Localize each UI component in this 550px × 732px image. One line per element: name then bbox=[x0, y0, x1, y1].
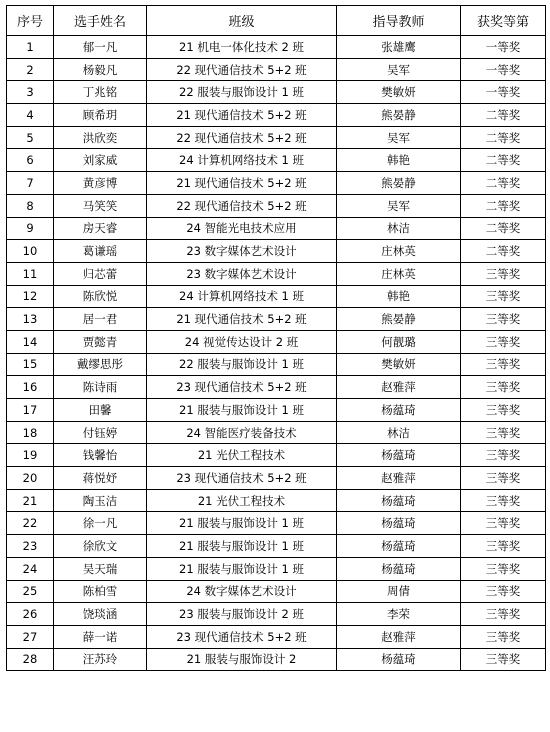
cell-contestant-name: 汪苏玲 bbox=[54, 648, 147, 671]
cell-award-level: 二等奖 bbox=[461, 172, 546, 195]
cell-instructor: 吴军 bbox=[337, 126, 461, 149]
cell-contestant-name: 刘家威 bbox=[54, 149, 147, 172]
cell-class: 24 智能光电技术应用 bbox=[147, 217, 337, 240]
header-class: 班级 bbox=[147, 6, 337, 36]
cell-class: 21 光伏工程技术 bbox=[147, 489, 337, 512]
cell-instructor: 熊晏静 bbox=[337, 308, 461, 331]
cell-serial-number: 27 bbox=[7, 625, 54, 648]
cell-class: 21 现代通信技术 5+2 班 bbox=[147, 172, 337, 195]
cell-instructor: 熊晏静 bbox=[337, 172, 461, 195]
cell-contestant-name: 徐一凡 bbox=[54, 512, 147, 535]
table-row bbox=[7, 194, 546, 217]
table-row bbox=[7, 444, 546, 467]
cell-instructor: 杨蕴琦 bbox=[337, 444, 461, 467]
table-row bbox=[7, 330, 546, 353]
cell-instructor: 韩艳 bbox=[337, 149, 461, 172]
table-row bbox=[7, 421, 546, 444]
cell-award-level: 三等奖 bbox=[461, 512, 546, 535]
table-row bbox=[7, 104, 546, 127]
cell-instructor: 杨蕴琦 bbox=[337, 535, 461, 558]
cell-instructor: 杨蕴琦 bbox=[337, 512, 461, 535]
cell-class: 23 现代通信技术 5+2 班 bbox=[147, 625, 337, 648]
cell-serial-number: 1 bbox=[7, 36, 54, 59]
table-row bbox=[7, 376, 546, 399]
cell-serial-number: 8 bbox=[7, 194, 54, 217]
cell-award-level: 三等奖 bbox=[461, 580, 546, 603]
cell-class: 21 服装与服饰设计 1 班 bbox=[147, 535, 337, 558]
table-row bbox=[7, 36, 546, 59]
cell-award-level: 三等奖 bbox=[461, 625, 546, 648]
header-row bbox=[7, 6, 546, 36]
cell-class: 23 现代通信技术 5+2 班 bbox=[147, 467, 337, 490]
cell-class: 21 现代通信技术 5+2 班 bbox=[147, 104, 337, 127]
cell-award-level: 三等奖 bbox=[461, 262, 546, 285]
cell-class: 23 数字媒体艺术设计 bbox=[147, 240, 337, 263]
cell-serial-number: 12 bbox=[7, 285, 54, 308]
cell-instructor: 吴军 bbox=[337, 58, 461, 81]
cell-class: 22 服装与服饰设计 1 班 bbox=[147, 353, 337, 376]
cell-award-level: 三等奖 bbox=[461, 399, 546, 422]
cell-contestant-name: 贾懿青 bbox=[54, 330, 147, 353]
cell-class: 24 数字媒体艺术设计 bbox=[147, 580, 337, 603]
cell-instructor: 庄林英 bbox=[337, 262, 461, 285]
cell-serial-number: 25 bbox=[7, 580, 54, 603]
cell-class: 21 现代通信技术 5+2 班 bbox=[147, 308, 337, 331]
table-row bbox=[7, 149, 546, 172]
cell-class: 21 服装与服饰设计 1 班 bbox=[147, 399, 337, 422]
cell-award-level: 二等奖 bbox=[461, 126, 546, 149]
cell-class: 21 服装与服饰设计 1 班 bbox=[147, 557, 337, 580]
table-row bbox=[7, 557, 546, 580]
cell-instructor: 樊敏妍 bbox=[337, 81, 461, 104]
cell-award-level: 二等奖 bbox=[461, 217, 546, 240]
cell-serial-number: 20 bbox=[7, 467, 54, 490]
table-row bbox=[7, 467, 546, 490]
cell-award-level: 二等奖 bbox=[461, 149, 546, 172]
table-row bbox=[7, 126, 546, 149]
cell-award-level: 一等奖 bbox=[461, 36, 546, 59]
cell-contestant-name: 钱馨怡 bbox=[54, 444, 147, 467]
header-award-level: 获奖等第 bbox=[461, 6, 546, 36]
cell-contestant-name: 房天睿 bbox=[54, 217, 147, 240]
cell-award-level: 三等奖 bbox=[461, 353, 546, 376]
cell-serial-number: 21 bbox=[7, 489, 54, 512]
cell-award-level: 三等奖 bbox=[461, 308, 546, 331]
cell-class: 22 服装与服饰设计 1 班 bbox=[147, 81, 337, 104]
table-row bbox=[7, 399, 546, 422]
cell-contestant-name: 郁一凡 bbox=[54, 36, 147, 59]
table-row bbox=[7, 535, 546, 558]
table-row bbox=[7, 217, 546, 240]
cell-class: 22 现代通信技术 5+2 班 bbox=[147, 126, 337, 149]
table-row bbox=[7, 172, 546, 195]
cell-instructor: 杨蕴琦 bbox=[337, 557, 461, 580]
table-row bbox=[7, 308, 546, 331]
table-body bbox=[7, 36, 546, 671]
cell-contestant-name: 洪欣奕 bbox=[54, 126, 147, 149]
table-row bbox=[7, 285, 546, 308]
cell-award-level: 二等奖 bbox=[461, 104, 546, 127]
cell-instructor: 吴军 bbox=[337, 194, 461, 217]
cell-instructor: 韩艳 bbox=[337, 285, 461, 308]
table-row bbox=[7, 353, 546, 376]
cell-contestant-name: 田馨 bbox=[54, 399, 147, 422]
cell-contestant-name: 蒋悦妤 bbox=[54, 467, 147, 490]
cell-contestant-name: 吴天瑞 bbox=[54, 557, 147, 580]
cell-instructor: 熊晏静 bbox=[337, 104, 461, 127]
cell-instructor: 杨蕴琦 bbox=[337, 648, 461, 671]
cell-serial-number: 15 bbox=[7, 353, 54, 376]
cell-contestant-name: 薛一诺 bbox=[54, 625, 147, 648]
cell-award-level: 一等奖 bbox=[461, 81, 546, 104]
cell-contestant-name: 徐欣文 bbox=[54, 535, 147, 558]
cell-instructor: 赵雅萍 bbox=[337, 376, 461, 399]
cell-class: 21 光伏工程技术 bbox=[147, 444, 337, 467]
cell-instructor: 周倩 bbox=[337, 580, 461, 603]
cell-instructor: 何靓璐 bbox=[337, 330, 461, 353]
cell-class: 24 视觉传达设计 2 班 bbox=[147, 330, 337, 353]
cell-serial-number: 9 bbox=[7, 217, 54, 240]
cell-contestant-name: 杨毅凡 bbox=[54, 58, 147, 81]
award-list-table bbox=[6, 5, 546, 671]
header-contestant-name: 选手姓名 bbox=[54, 6, 147, 36]
cell-contestant-name: 付钰婷 bbox=[54, 421, 147, 444]
table-row bbox=[7, 512, 546, 535]
cell-instructor: 赵雅萍 bbox=[337, 467, 461, 490]
cell-serial-number: 24 bbox=[7, 557, 54, 580]
cell-contestant-name: 黄彦博 bbox=[54, 172, 147, 195]
cell-contestant-name: 丁兆铭 bbox=[54, 81, 147, 104]
cell-class: 23 现代通信技术 5+2 班 bbox=[147, 376, 337, 399]
cell-serial-number: 18 bbox=[7, 421, 54, 444]
cell-contestant-name: 顾希玥 bbox=[54, 104, 147, 127]
cell-instructor: 樊敏妍 bbox=[337, 353, 461, 376]
cell-serial-number: 3 bbox=[7, 81, 54, 104]
table-row bbox=[7, 603, 546, 626]
cell-award-level: 三等奖 bbox=[461, 489, 546, 512]
cell-serial-number: 23 bbox=[7, 535, 54, 558]
cell-award-level: 三等奖 bbox=[461, 535, 546, 558]
cell-award-level: 三等奖 bbox=[461, 467, 546, 490]
table-row bbox=[7, 648, 546, 671]
cell-instructor: 杨蕴琦 bbox=[337, 399, 461, 422]
table-row bbox=[7, 489, 546, 512]
cell-serial-number: 6 bbox=[7, 149, 54, 172]
cell-serial-number: 7 bbox=[7, 172, 54, 195]
cell-award-level: 三等奖 bbox=[461, 376, 546, 399]
cell-contestant-name: 饶琰涵 bbox=[54, 603, 147, 626]
cell-award-level: 三等奖 bbox=[461, 285, 546, 308]
cell-contestant-name: 陈欣悦 bbox=[54, 285, 147, 308]
cell-serial-number: 16 bbox=[7, 376, 54, 399]
cell-instructor: 李荣 bbox=[337, 603, 461, 626]
cell-class: 24 计算机网络技术 1 班 bbox=[147, 149, 337, 172]
cell-class: 21 服装与服饰设计 1 班 bbox=[147, 512, 337, 535]
cell-award-level: 三等奖 bbox=[461, 557, 546, 580]
cell-serial-number: 13 bbox=[7, 308, 54, 331]
cell-serial-number: 5 bbox=[7, 126, 54, 149]
cell-class: 24 智能医疗装备技术 bbox=[147, 421, 337, 444]
cell-award-level: 三等奖 bbox=[461, 648, 546, 671]
cell-instructor: 赵雅萍 bbox=[337, 625, 461, 648]
cell-serial-number: 11 bbox=[7, 262, 54, 285]
cell-contestant-name: 陶玉洁 bbox=[54, 489, 147, 512]
table-row bbox=[7, 625, 546, 648]
table-header bbox=[7, 6, 546, 36]
cell-award-level: 三等奖 bbox=[461, 330, 546, 353]
cell-class: 23 服装与服饰设计 2 班 bbox=[147, 603, 337, 626]
cell-instructor: 张雄鹰 bbox=[337, 36, 461, 59]
cell-class: 21 机电一体化技术 2 班 bbox=[147, 36, 337, 59]
header-instructor: 指导教师 bbox=[337, 6, 461, 36]
table-row bbox=[7, 58, 546, 81]
cell-award-level: 三等奖 bbox=[461, 421, 546, 444]
cell-class: 23 数字媒体艺术设计 bbox=[147, 262, 337, 285]
cell-serial-number: 26 bbox=[7, 603, 54, 626]
table-row bbox=[7, 240, 546, 263]
cell-serial-number: 22 bbox=[7, 512, 54, 535]
cell-award-level: 三等奖 bbox=[461, 603, 546, 626]
cell-class: 21 服装与服饰设计 2 bbox=[147, 648, 337, 671]
table-row bbox=[7, 580, 546, 603]
cell-serial-number: 28 bbox=[7, 648, 54, 671]
cell-contestant-name: 葛谦瑶 bbox=[54, 240, 147, 263]
cell-instructor: 杨蕴琦 bbox=[337, 489, 461, 512]
cell-serial-number: 17 bbox=[7, 399, 54, 422]
cell-award-level: 三等奖 bbox=[461, 444, 546, 467]
table-row bbox=[7, 262, 546, 285]
cell-instructor: 庄林英 bbox=[337, 240, 461, 263]
cell-serial-number: 4 bbox=[7, 104, 54, 127]
cell-class: 22 现代通信技术 5+2 班 bbox=[147, 194, 337, 217]
header-serial-number: 序号 bbox=[7, 6, 54, 36]
table-row bbox=[7, 81, 546, 104]
cell-contestant-name: 陈柏雪 bbox=[54, 580, 147, 603]
cell-serial-number: 2 bbox=[7, 58, 54, 81]
cell-award-level: 一等奖 bbox=[461, 58, 546, 81]
cell-contestant-name: 居一君 bbox=[54, 308, 147, 331]
cell-contestant-name: 马笑笑 bbox=[54, 194, 147, 217]
cell-award-level: 二等奖 bbox=[461, 194, 546, 217]
cell-contestant-name: 陈诗雨 bbox=[54, 376, 147, 399]
cell-contestant-name: 戴缪思彤 bbox=[54, 353, 147, 376]
cell-contestant-name: 归芯蕾 bbox=[54, 262, 147, 285]
cell-class: 24 计算机网络技术 1 班 bbox=[147, 285, 337, 308]
cell-instructor: 林洁 bbox=[337, 421, 461, 444]
cell-award-level: 二等奖 bbox=[461, 240, 546, 263]
cell-instructor: 林洁 bbox=[337, 217, 461, 240]
cell-class: 22 现代通信技术 5+2 班 bbox=[147, 58, 337, 81]
cell-serial-number: 14 bbox=[7, 330, 54, 353]
cell-serial-number: 19 bbox=[7, 444, 54, 467]
cell-serial-number: 10 bbox=[7, 240, 54, 263]
